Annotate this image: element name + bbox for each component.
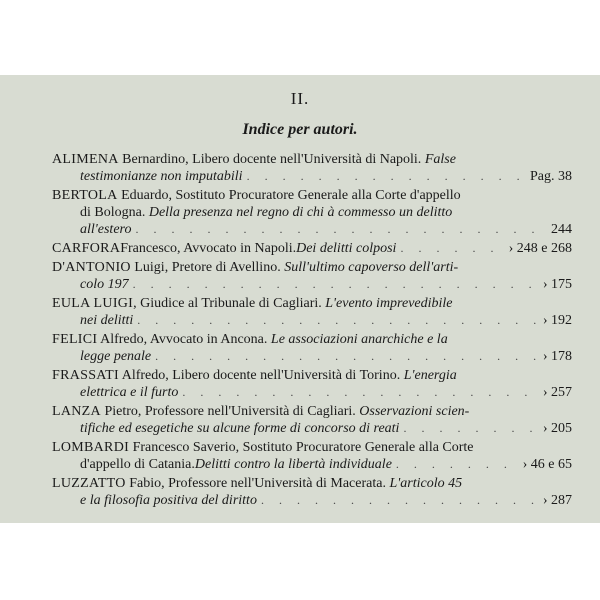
index-entry-frassati: [52, 367, 572, 401]
author-description-cont: d'appello di Catania.: [80, 457, 195, 472]
work-title: Osservazioni scien-: [359, 404, 470, 419]
work-title: L'articolo 45: [389, 476, 463, 491]
work-title-cont: all'estero: [80, 222, 132, 237]
author-surname: CARFORA: [52, 241, 121, 256]
work-title: Sull'ultimo capoverso dell'arti-: [284, 260, 459, 275]
author-surname: ALIMENA: [52, 152, 119, 167]
index-entry-bertola: [52, 187, 572, 238]
work-title: Le associazioni anarchiche e la: [270, 332, 448, 347]
author-description: Francesco, Avvocato in Napoli.: [120, 241, 297, 256]
work-title-cont: nei delitti: [80, 313, 134, 328]
section-number: II.: [290, 89, 310, 108]
index-entry-dantonio: [52, 259, 572, 293]
author-description: Alfredo, Avvocato in Ancona.: [97, 332, 271, 347]
author-surname: BERTOLA: [52, 188, 118, 203]
page-reference: › 178: [542, 349, 572, 364]
author-surname: LOMBARDI: [52, 440, 130, 455]
work-title-cont: e la filosofia positiva del diritto: [80, 493, 257, 508]
page-reference: › 257: [542, 385, 572, 400]
work-title-cont: testimonianze non imputabili: [80, 169, 243, 184]
author-surname: LANZA: [52, 404, 101, 419]
author-description: Bernardino, Libero docente nell'Università di Napoli.: [118, 152, 425, 167]
page-reference: › 175: [542, 277, 572, 292]
author-description: Francesco Saverio, Sostituto Procuratore Generale alla Corte: [129, 440, 474, 455]
page-reference: › 248 e 268: [508, 241, 572, 256]
author-description: Pietro, Professore nell'Università di Cagliari.: [100, 404, 360, 419]
author-surname: FELICI: [52, 332, 98, 347]
leader-dots: [155, 348, 539, 365]
author-surname: LUZZATTO: [52, 476, 126, 491]
author-surname: FRASSATI: [52, 368, 119, 383]
index-entry-carfora: [52, 240, 572, 257]
index-entry-luzzatto: [52, 475, 572, 509]
page-reference: › 192: [542, 313, 572, 328]
leader-dots: [396, 456, 519, 473]
author-surname: EULA LUIGI: [52, 296, 134, 311]
work-title-cont: legge penale: [80, 349, 152, 364]
leader-dots: [133, 276, 539, 293]
work-title: L'energia: [403, 368, 457, 383]
index-entry-eula: [52, 295, 572, 329]
leader-dots: [137, 312, 539, 329]
book-page: [0, 75, 600, 523]
page-reference: 244: [551, 222, 572, 237]
leader-dots: [135, 221, 547, 238]
work-title: False: [424, 152, 456, 167]
leader-dots: [403, 420, 538, 437]
author-description: Eduardo, Sostituto Procuratore Generale alla Corte d'appello: [117, 188, 461, 203]
author-description: Fabio, Professore nell'Università di Macerata.: [125, 476, 390, 491]
work-title-cont: tifiche ed esegetiche su alcune forme di concorso di reati: [80, 421, 400, 436]
page-reference: › 46 e 65: [522, 457, 572, 472]
author-surname: D'ANTONIO: [52, 260, 131, 275]
leader-dots: [182, 384, 538, 401]
work-title: Delitti contro la libertà individuale: [194, 457, 392, 472]
page-reference: › 287: [542, 493, 572, 508]
page-reference: Pag. 38: [530, 169, 572, 184]
work-title-cont: elettrica e il furto: [80, 385, 179, 400]
index-entry-lombardi: [52, 439, 572, 473]
author-description: , Giudice al Tribunale di Cagliari.: [133, 296, 326, 311]
work-title: Della presenza nel regno di chi à commesso un delitto: [148, 205, 453, 220]
index-entry-lanza: [52, 403, 572, 437]
author-description: Alfredo, Libero docente nell'Università di Torino.: [118, 368, 404, 383]
author-index-list: [52, 151, 572, 511]
author-description-cont: di Bologna.: [80, 205, 149, 220]
author-description: Luigi, Pretore di Avellino.: [130, 260, 285, 275]
index-entry-alimena: [52, 151, 572, 185]
leader-dots: [247, 168, 526, 185]
index-title: Indice per autori.: [242, 121, 358, 138]
leader-dots: [261, 492, 539, 509]
leader-dots: [400, 240, 504, 257]
index-entry-felici: [52, 331, 572, 365]
work-title-cont: colo 197: [80, 277, 129, 292]
page-reference: › 205: [542, 421, 572, 436]
work-title: Dei delitti colposi: [296, 241, 397, 256]
work-title: L'evento imprevedibile: [325, 296, 453, 311]
